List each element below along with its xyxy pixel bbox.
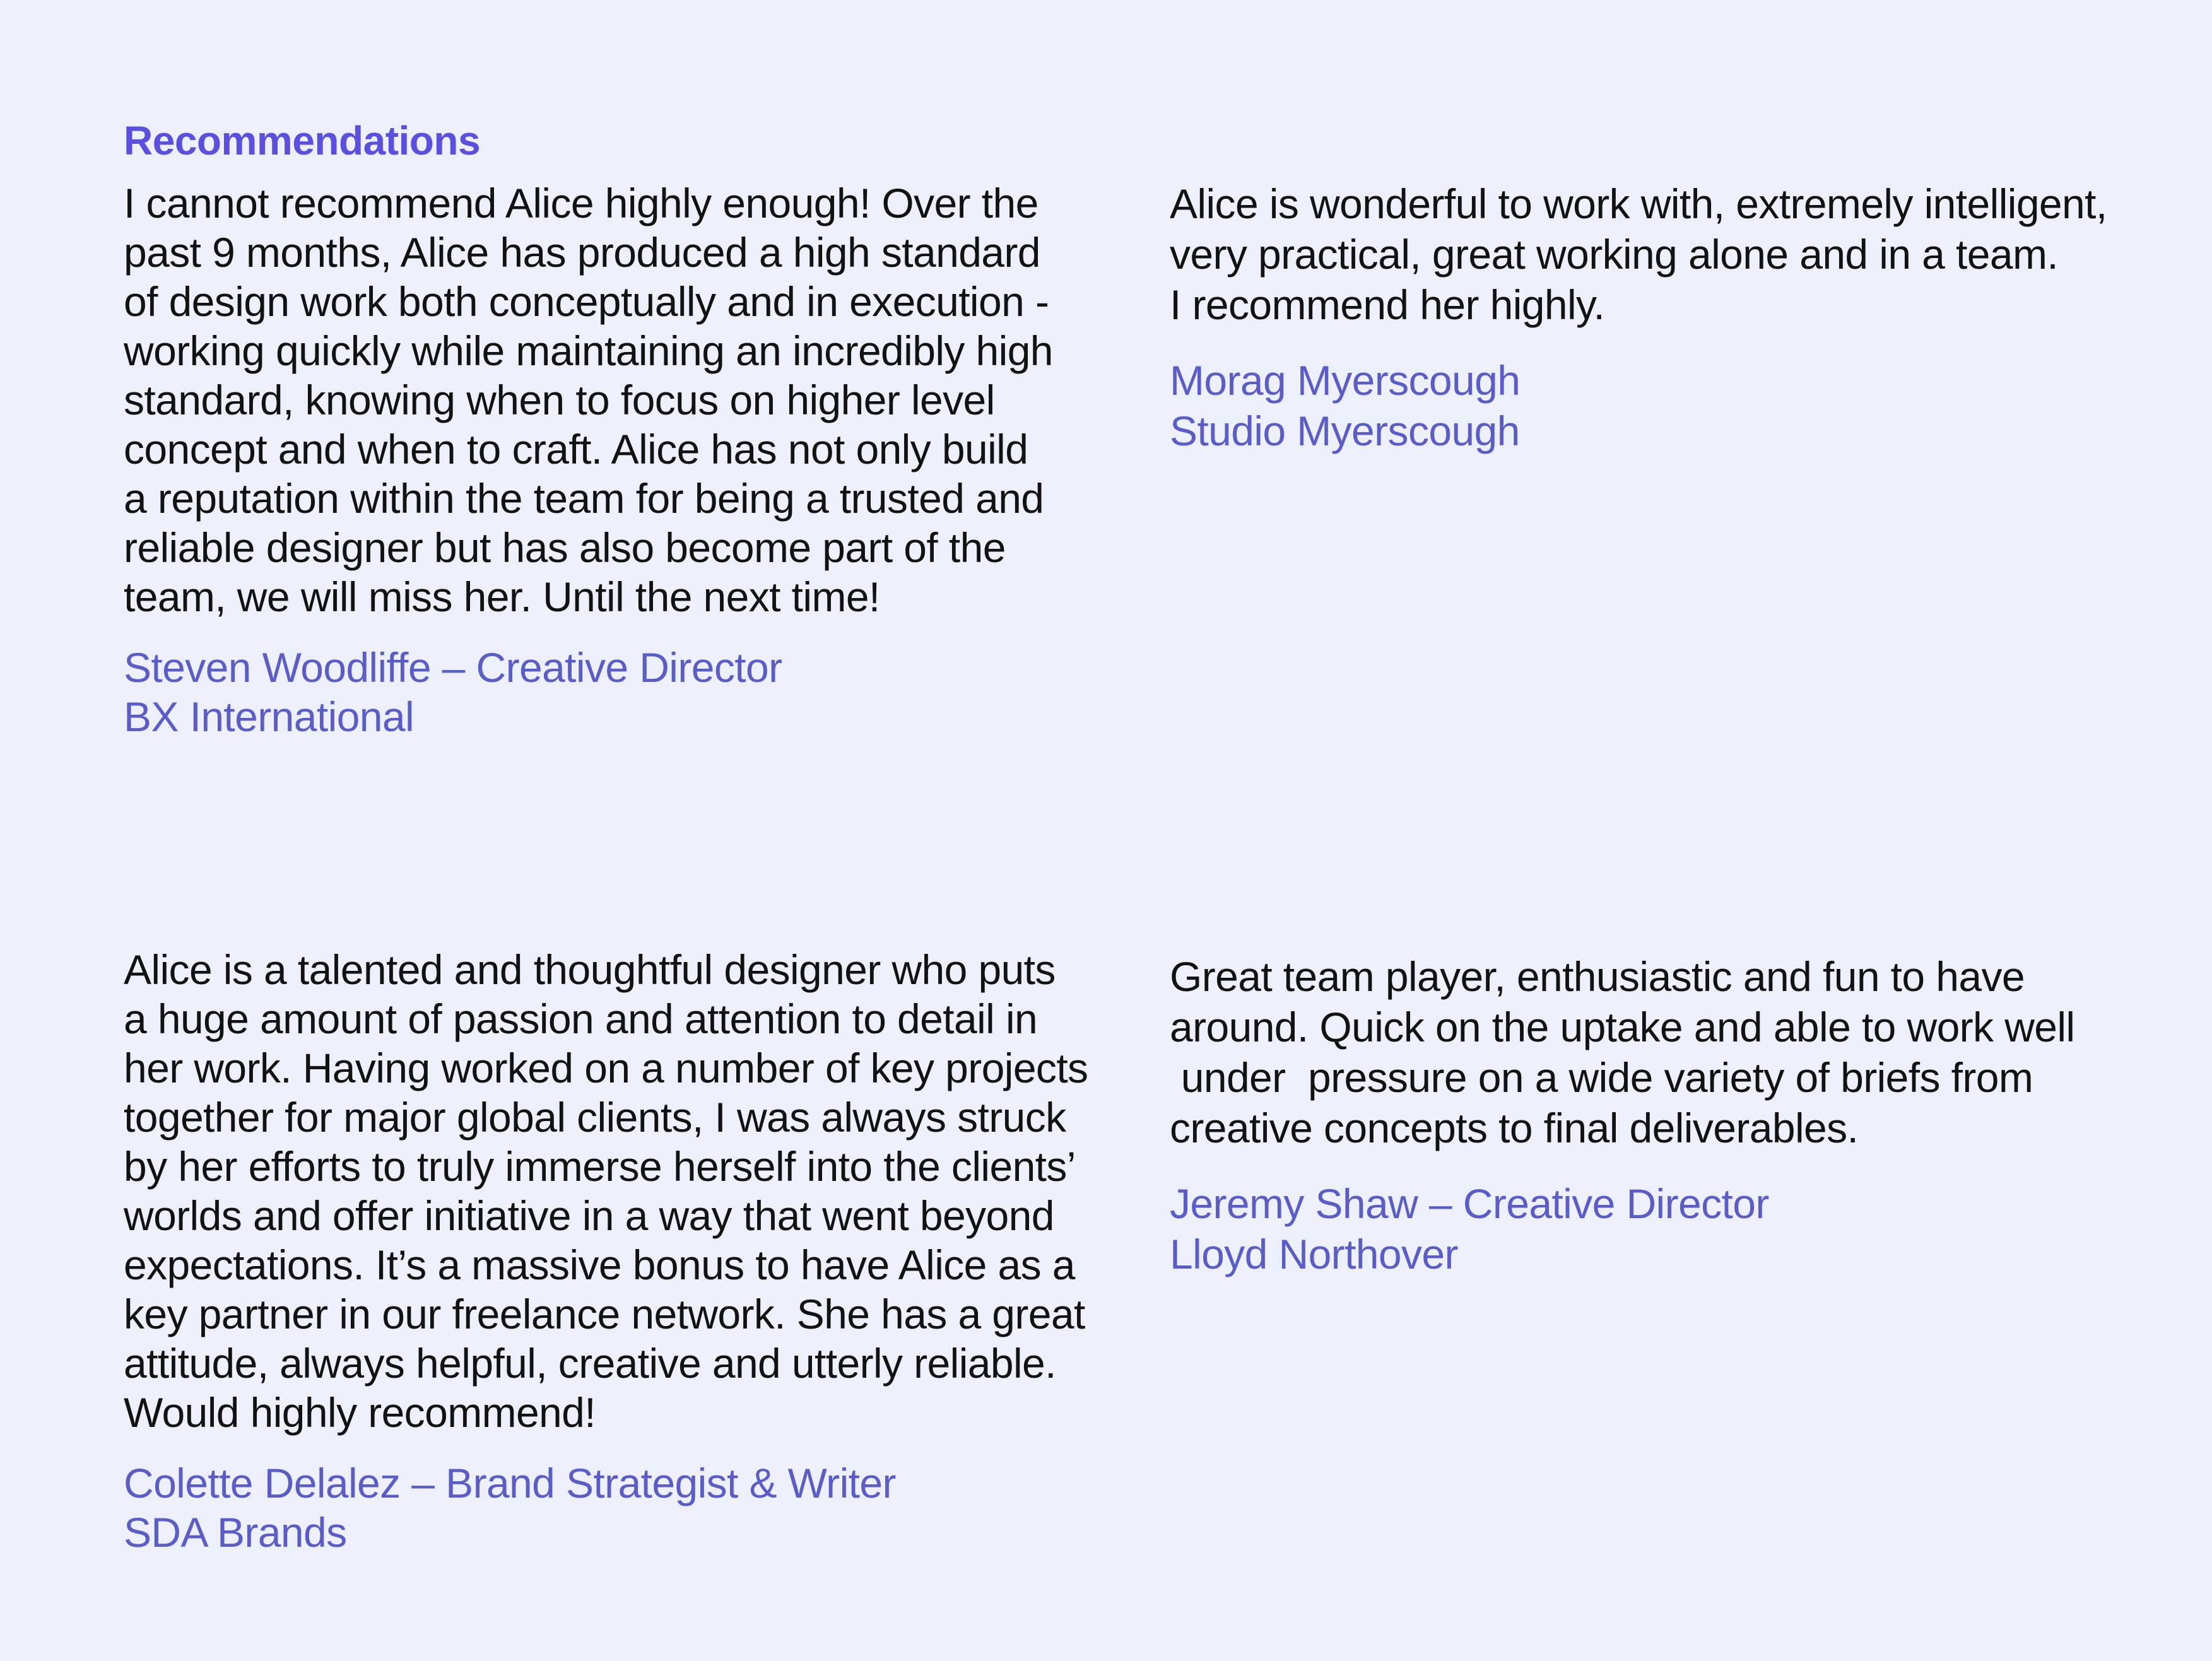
- quote-line: around. Quick on the uptake and able to work well: [1170, 1004, 2075, 1050]
- author-name: Morag Myerscough: [1170, 357, 1521, 404]
- author-name: Steven Woodliffe – Creative Director: [124, 644, 782, 691]
- author-company: SDA Brands: [124, 1509, 347, 1556]
- quote-line: her work. Having worked on a number of key projects: [124, 1045, 1088, 1091]
- recommendation-card-shaw: [1170, 951, 2192, 1279]
- recommendation-quote: [1170, 179, 2192, 330]
- quote-line: creative concepts to final deliverables.: [1170, 1105, 1859, 1151]
- recommendation-card-myerscough: [1170, 179, 2192, 456]
- quote-line: standard, knowing when to focus on higher level: [124, 377, 995, 423]
- quote-line: past 9 months, Alice has produced a high standard: [124, 229, 1040, 276]
- recommendation-card-delalez: [124, 945, 1146, 1557]
- recommendation-attribution: [124, 643, 1146, 741]
- recommendation-attribution: [1170, 1178, 2192, 1279]
- author-company: Studio Myerscough: [1170, 408, 1520, 454]
- recommendation-quote: [124, 945, 1146, 1437]
- quote-line: of design work both conceptually and in execution -: [124, 278, 1049, 325]
- quote-line: attitude, always helpful, creative and utterly reliable.: [124, 1340, 1056, 1387]
- recommendation-quote: [1170, 951, 2192, 1153]
- author-name: Colette Delalez – Brand Strategist & Writer: [124, 1460, 896, 1506]
- quote-line: very practical, great working alone and in a team.: [1170, 231, 2059, 278]
- quote-line: Great team player, enthusiastic and fun to have: [1170, 953, 2025, 1000]
- author-company: Lloyd Northover: [1170, 1231, 1458, 1277]
- quote-line: a huge amount of passion and attention to detail in: [124, 995, 1038, 1042]
- quote-line: reliable designer but has also become part of the: [124, 524, 1006, 571]
- recommendation-attribution: [124, 1459, 1146, 1557]
- quote-line: by her efforts to truly immerse herself into the clients’: [124, 1143, 1076, 1190]
- quote-line: team, we will miss her. Until the next time!: [124, 573, 880, 620]
- author-company: BX International: [124, 693, 415, 740]
- quote-line: I recommend her highly.: [1170, 281, 1605, 328]
- author-name: Jeremy Shaw – Creative Director: [1170, 1180, 1769, 1227]
- quote-line: under pressure on a wide variety of briefs from: [1170, 1054, 2033, 1101]
- quote-line: expectations. It’s a massive bonus to have Alice as a: [124, 1241, 1075, 1288]
- quote-line: concept and when to craft. Alice has not only build: [124, 426, 1028, 472]
- quote-line: I cannot recommend Alice highly enough! Over the: [124, 180, 1038, 226]
- quote-line: working quickly while maintaining an incredibly high: [124, 327, 1053, 374]
- recommendation-quote: [124, 179, 1146, 621]
- section-heading: Recommendations: [124, 118, 481, 163]
- quote-line: Would highly recommend!: [124, 1389, 596, 1436]
- quote-line: Alice is wonderful to work with, extremely intelligent,: [1170, 180, 2107, 227]
- quote-line: worlds and offer initiative in a way that went beyond: [124, 1192, 1054, 1239]
- quote-line: together for major global clients, I was always struck: [124, 1094, 1066, 1141]
- quote-line: key partner in our freelance network. She has a great: [124, 1291, 1085, 1337]
- recommendation-card-woodliffe: [124, 179, 1146, 741]
- recommendation-attribution: [1170, 355, 2192, 456]
- quote-line: Alice is a talented and thoughtful designer who puts: [124, 946, 1056, 993]
- quote-line: a reputation within the team for being a trusted and: [124, 475, 1044, 522]
